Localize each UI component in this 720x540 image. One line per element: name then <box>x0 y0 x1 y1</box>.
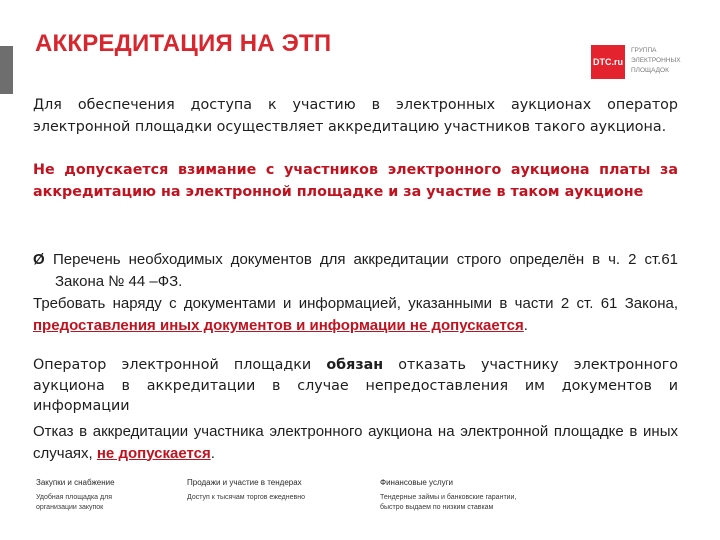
footer-title: Финансовые услуги <box>380 478 454 487</box>
paragraph-refusal <box>33 421 678 464</box>
footer-procurement <box>36 478 156 513</box>
paragraph-operator-duty <box>33 355 678 417</box>
footer-line: Удобная площадка для <box>36 494 112 501</box>
requirement-emphasis: предоставления иных документов и информации не допускается <box>33 317 524 334</box>
footer-finance <box>380 478 580 513</box>
requirement-text: Требовать наряду с документами и информацией, указанными в части 2 ст. 61 Закона, <box>33 295 678 312</box>
footer-title: Продажи и участие в тендерах <box>187 478 302 487</box>
footer-line: Доступ к тысячам торгов ежедневно <box>187 494 305 501</box>
logo-mark: DTC.ru <box>591 45 625 79</box>
duty-text-before: Оператор электронной площадки <box>33 357 327 373</box>
refusal-emphasis: не допускается <box>96 444 211 462</box>
footer-line: организации закупок <box>36 504 104 511</box>
left-accent-bar <box>0 46 13 94</box>
paragraph-no-fee: Не допускается взимание с участников электронного аукциона платы за аккредитацию на электронной площадке и за участие в таком аукционе <box>33 162 678 200</box>
company-logo <box>591 45 701 81</box>
duty-bold: обязан <box>326 357 384 373</box>
arrow-bullet-icon: Ø <box>33 251 45 268</box>
footer-line: Тендерные займы и банковские гарантии, <box>380 494 517 501</box>
slide-title: АККРЕДИТАЦИЯ НА ЭТП <box>35 30 332 57</box>
requirement-end: . <box>523 317 528 334</box>
paragraph-access: Для обеспечения доступа к участию в электронных аукционах оператор электронной площадки осуществляет аккредитацию участников такого аукциона. <box>33 97 678 135</box>
footer-sales <box>187 478 362 503</box>
footer-title: Закупки и снабжение <box>36 478 115 487</box>
refusal-text: Отказ в аккредитации участника электронного аукциона на электронной площадке в иных случаях, <box>33 423 678 462</box>
duty-text-after: отказать участнику электронного аукциона в аккредитации в случае непредоставления им документов и информации <box>33 357 678 414</box>
logo-caption: ГРУППА ЭЛЕКТРОННЫХ ПЛОЩАДОК <box>631 47 681 74</box>
footer-line: быстро выдаем по низким ставкам <box>380 504 494 511</box>
refusal-end: . <box>210 444 215 462</box>
bullet-item <box>33 249 678 293</box>
documents-block <box>33 249 678 337</box>
bullet-text: Перечень необходимых документов для аккредитации строго определён в ч. 2 ст.61 Закона № 44 –ФЗ. <box>53 251 678 290</box>
